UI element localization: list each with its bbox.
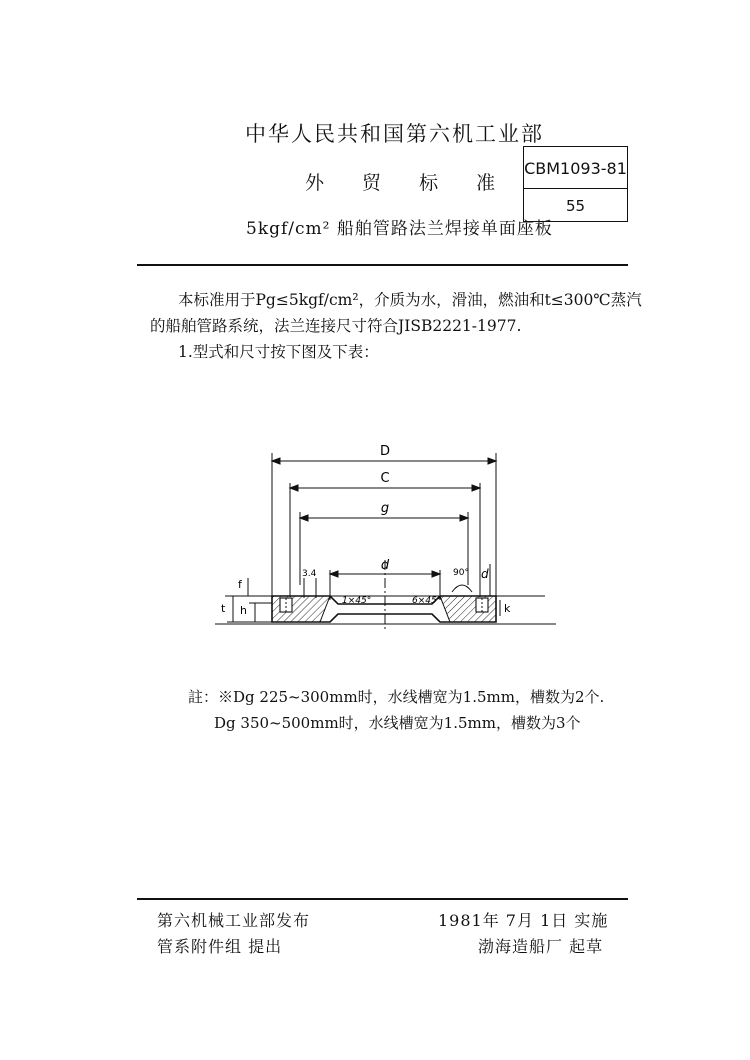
footer-effective-date: 1981年 7月 1日 实施 [438, 911, 609, 930]
label-d-right: d [481, 567, 489, 581]
standard-type: 外 贸 标 准 [305, 172, 512, 194]
footer-drafter: 渤海造船厂 起草 [478, 937, 604, 956]
footer-publisher: 第六机械工业部发布 [157, 911, 311, 930]
angle-arc [452, 585, 472, 592]
label-3-4: 3.4 [302, 569, 317, 579]
note-line-1: 註：※Dg 225~300mm时，水线槽宽为1.5mm，槽数为2个. [188, 688, 605, 706]
standard-number: CBM1093-81 [524, 159, 627, 178]
label-k: k [504, 602, 511, 615]
dim-label-C: C [380, 471, 390, 486]
label-h: h [240, 604, 247, 617]
note-line-2: Dg 350~500mm时，水线槽宽为1.5mm，槽数为3个 [214, 714, 581, 732]
dim-label-d: d [380, 558, 390, 573]
dim-label-g: g [380, 501, 390, 516]
label-angle: 90° [453, 568, 469, 578]
label-chamfer-left: 1×45° [342, 596, 372, 606]
label-t: t [221, 602, 226, 615]
ministry-title: 中华人民共和国第六机工业部 [245, 122, 544, 146]
body-line-1: 本标准用于Pg≤5kgf/cm²，介质为水，滑油，燃油和t≤300℃蒸汽 [178, 291, 642, 309]
page-number: 55 [565, 197, 586, 215]
dim-label-D: D [379, 444, 391, 459]
document-title: 5kgf/cm² 船舶管路法兰焊接单面座板 [246, 219, 553, 239]
body-line-2: 的船舶管路系统，法兰连接尺寸符合JISB2221-1977. [150, 317, 522, 335]
footer-proposer: 管系附件组 提出 [157, 937, 283, 956]
label-f: f [238, 578, 242, 591]
label-chamfer-right: 6×45° [412, 596, 442, 606]
footer-rule [137, 898, 628, 900]
body-line-3: 1.型式和尺寸按下图及下表： [178, 343, 379, 361]
